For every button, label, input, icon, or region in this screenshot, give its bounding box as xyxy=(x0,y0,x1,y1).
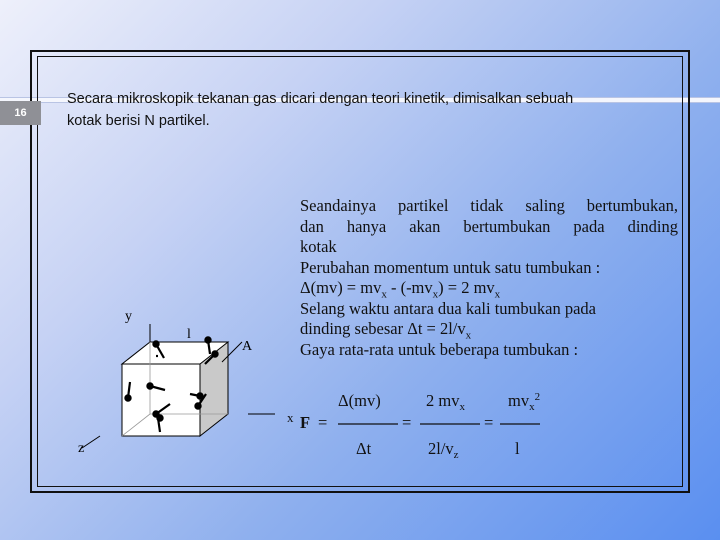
formula-den2: $2l/v_z$ xyxy=(428,439,459,461)
interval-equation: dinding sebesar $\Delta t = 2l/v_x$ xyxy=(300,319,472,342)
explanation-line-4: Perubahan momentum untuk satu tumbukan : xyxy=(300,257,601,277)
formula-eq1: = xyxy=(318,413,328,432)
intro-line-1: Secara mikroskopik tekanan gas dicari dengan teori kinetik, dimisalkan sebuah xyxy=(67,91,574,107)
force-formula xyxy=(278,384,558,464)
box-front-face xyxy=(122,364,200,436)
intro-text xyxy=(67,88,677,132)
intro-line-2: kotak berisi N partikel. xyxy=(67,113,210,129)
label-y: y xyxy=(125,309,132,324)
formula-eq3: = xyxy=(484,413,494,432)
particle-dot xyxy=(153,341,158,346)
particle-box-diagram xyxy=(70,296,300,466)
formula-F: F xyxy=(300,413,311,432)
slide-number: 16 xyxy=(0,101,41,125)
label-l: l xyxy=(187,327,191,342)
explanation-line-2: dan hanya akan bertumbukan pada dinding xyxy=(300,216,678,236)
explanation-line-6: Selang waktu antara dua kali tumbukan pada xyxy=(300,298,596,318)
label-x: x xyxy=(287,410,294,425)
formula-eq2: = xyxy=(402,413,412,432)
formula-den1: Δt xyxy=(356,439,372,458)
formula-num3: $mv_x^2$ xyxy=(508,391,541,413)
explanation-line-3: kotak xyxy=(300,237,337,256)
label-A: A xyxy=(242,339,253,354)
explanation-line-8: Gaya rata-rata untuk beberapa tumbukan : xyxy=(300,339,579,359)
formula-num2: 2 $mv_x$ xyxy=(426,391,465,413)
explanation-text xyxy=(300,196,678,360)
z-axis xyxy=(82,436,100,448)
formula-den3: l xyxy=(515,439,520,458)
explanation-line-1: Seandainya partikel tidak saling bertumbukan, xyxy=(300,196,678,215)
formula-num1: Δ(mv) xyxy=(338,391,381,410)
label-z: z xyxy=(78,441,85,456)
momentum-equation: $\Delta(mv) = mv_x - (-mv_x) = 2$ $mv_x$ xyxy=(300,278,501,301)
